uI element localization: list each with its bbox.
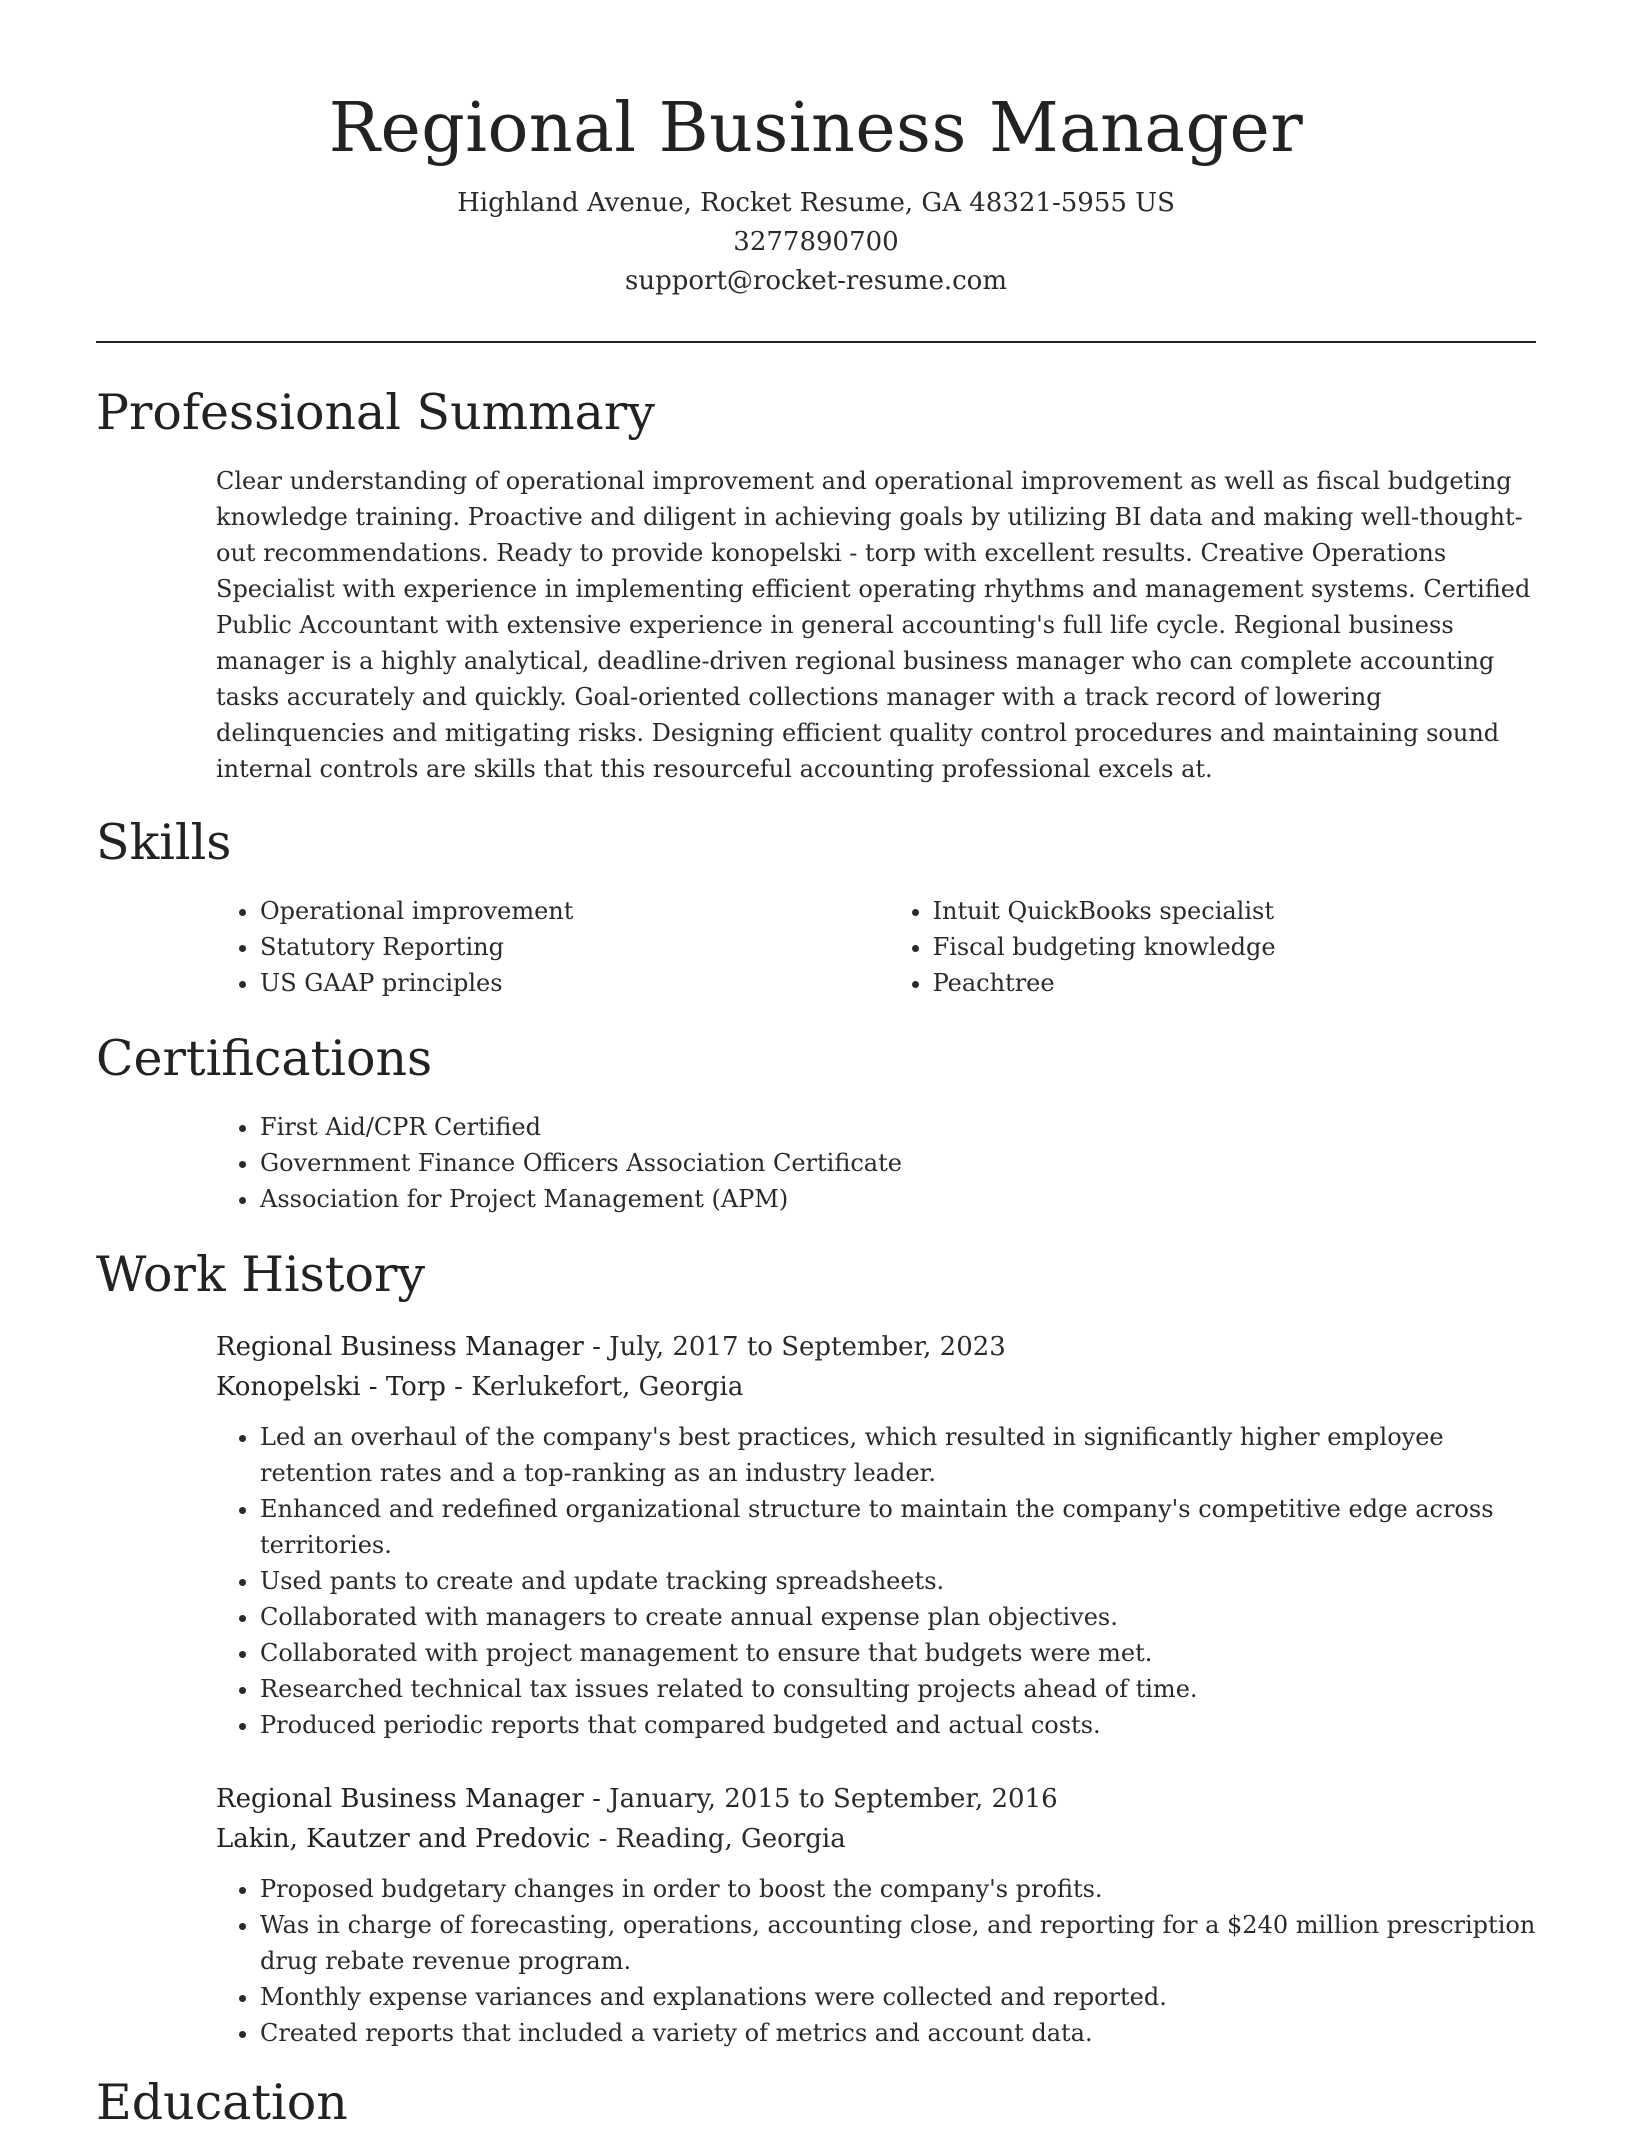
job-dates: - July, 2017 to September, 2023 [583, 1332, 1006, 1362]
contact-phone: 3277890700 [733, 227, 899, 257]
job-bullet: • Proposed budgetary changes in order to boost the company's profits. [260, 1871, 1536, 1907]
job-bullets [216, 1871, 1536, 2051]
job-bullet: • Used pants to create and update tracking spreadsheets. [260, 1563, 1536, 1599]
certification-item: • Government Finance Officers Association Certificate [260, 1145, 1536, 1181]
skill-item: • Peachtree [933, 965, 1536, 1001]
skill-item: • Statutory Reporting [260, 929, 887, 965]
education-heading: Education [96, 2074, 348, 2131]
skills-heading: Skills [96, 814, 232, 871]
job-bullet: • Produced periodic reports that compared budgeted and actual costs. [260, 1707, 1536, 1743]
job-position: Regional Business Manager [216, 1332, 584, 1362]
job-title-line [216, 1779, 1536, 1819]
job-company-line [216, 1819, 1536, 1859]
resume-name: Regional Business Manager [328, 89, 1304, 168]
job-bullet: • Collaborated with project management to ensure that budgets were met. [260, 1635, 1536, 1671]
certification-item: • Association for Project Management (APM) [260, 1181, 1536, 1217]
skills-list-left [96, 893, 887, 1001]
contact-address: Highland Avenue, Rocket Resume, GA 48321-5955 US [457, 188, 1175, 218]
job-bullet: • Monthly expense variances and explanations were collected and reported. [260, 1979, 1536, 2015]
job-bullet: • Led an overhaul of the company's best practices, which resulted in significantly higher employee retention rates and a top-ranking as an industry leader. [260, 1419, 1536, 1491]
job-company-line [216, 1367, 1536, 1407]
header-divider [96, 341, 1536, 343]
contact-block [96, 184, 1536, 301]
job-location: - Kerlukefort, Georgia [445, 1372, 744, 1402]
job-bullet: • Collaborated with managers to create annual expense plan objectives. [260, 1599, 1536, 1635]
skills-list-right [887, 893, 1536, 1001]
certifications-list [96, 1109, 1536, 1217]
job-position: Regional Business Manager [216, 1784, 584, 1814]
contact-email: support@rocket-resume.com [624, 266, 1007, 296]
skill-item: • Fiscal budgeting knowledge [933, 929, 1536, 965]
job-entry [216, 1779, 1536, 2051]
certification-item: • First Aid/CPR Certified [260, 1109, 1536, 1145]
job-title-line [216, 1327, 1536, 1367]
job-location: - Reading, Georgia [590, 1824, 846, 1854]
job-company: Lakin, Kautzer and Predovic [216, 1824, 591, 1854]
skill-item: • Operational improvement [260, 893, 887, 929]
resume-page [96, 0, 1536, 2133]
job-bullet: • Enhanced and redefined organizational structure to maintain the company's competitive edge across territories. [260, 1491, 1536, 1563]
work-history-heading: Work History [96, 1246, 426, 1303]
job-bullet: • Created reports that included a variety of metrics and account data. [260, 2015, 1536, 2051]
summary-heading: Professional Summary [96, 384, 655, 441]
job-company: Konopelski - Torp [216, 1372, 446, 1402]
job-bullets [216, 1419, 1536, 1743]
job-bullet: • Was in charge of forecasting, operations, accounting close, and reporting for a $240 million prescription drug rebate revenue program. [260, 1907, 1536, 1979]
certifications-heading: Certifications [96, 1030, 433, 1087]
skill-item: • Intuit QuickBooks specialist [933, 893, 1536, 929]
job-entry [216, 1327, 1536, 1743]
summary-text: Clear understanding of operational improvement and operational improvement as well as fiscal budgeting knowledge training. Proactive and diligent in achieving goals by utilizing BI data and making well-thought-out recommendations. Ready to provide konopelski - torp with excellent results. Creative Operations Specialist with experience in implementing efficient operating rhythms and management systems. Certified Public Accountant with extensive experience in general accounting's full life cycle. Regional business manager is a highly analytical, deadline-driven regional business manager who can complete accounting tasks accurately and quickly. Goal-oriented collections manager with a track record of lowering delinquencies and mitigating risks. Designing efficient quality control procedures and maintaining sound internal controls are skills that this resourceful accounting professional excels at. [216, 467, 1531, 783]
skills-grid [96, 893, 1536, 1001]
skill-item: • US GAAP principles [260, 965, 887, 1001]
job-dates: - January, 2015 to September, 2016 [583, 1784, 1058, 1814]
job-bullet: • Researched technical tax issues related to consulting projects ahead of time. [260, 1671, 1536, 1707]
